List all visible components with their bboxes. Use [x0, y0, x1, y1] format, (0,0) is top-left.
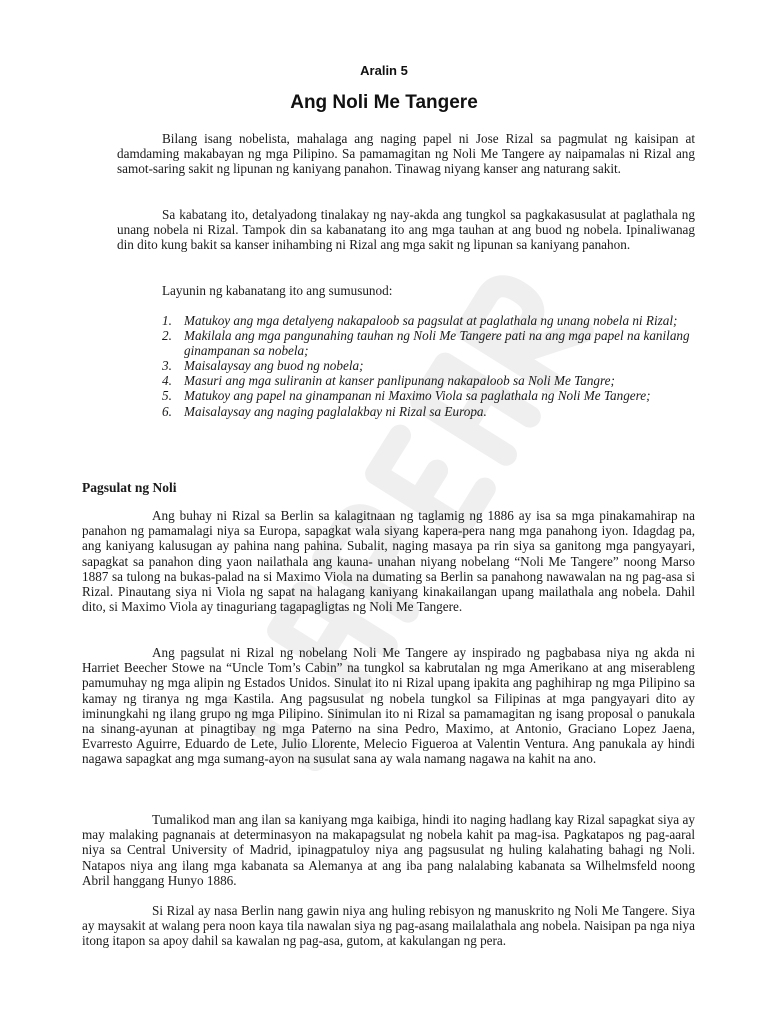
section-heading: Pagsulat ng Noli — [82, 480, 177, 495]
objective-text: Maisalaysay ang buod ng nobela; — [184, 358, 364, 374]
objective-number: 6. — [162, 403, 172, 419]
lesson-label: Aralin 5 — [360, 63, 408, 78]
objective-text: Matukoy ang papel na ginampanan ni Maximo Viola sa paglathala ng Noli Me Tangere; — [184, 388, 651, 404]
intro-paragraph: Sa kabatang ito, detalyadong tinalakay ng nay-akda ang tungkol sa pagkakasusulat at paglathala ng unang nobela ni Rizal. Tampok din sa kabanatang ito ang mga tauhan at ang buod ng nobela. Ipinaliwanag din dito kung bakit sa kanser inihambing ni Rizal ang mga sakit ng lipunan sa kaniyang panahon. — [117, 207, 695, 253]
objective-item — [162, 388, 697, 403]
objective-text: Makilala ang mga pangunahing tauhan ng Noli Me Tangere pati na ang mga papel na kanilang ginampanan sa nobela; — [184, 328, 690, 359]
objective-item — [162, 358, 697, 373]
section-paragraph: Ang pagsulat ni Rizal ng nobelang Noli Me Tangere ay inspirado ng pagbabasa niya ng akda ni Harriet Beecher Stowe na “Uncle Tom’s Cabin” na tungkol sa kabrutalan ng mga Amerikano at ang miserableng pamumuhay ng mga alipin ng Estados Unidos. Sinulat ito ni Rizal upang ipakita ang paghihirap ng mga Pilipino sa kamay ng tiranya ng mga Kastila. Ang pagsusulat ng nobela tungkol sa Filipinas at mga pangyayari dito ay iminungkahi ng ilang grupo ng mga Pilipino. Sinimulan ito ni Rizal sa pamamagitan ng isang proposal o panukala na sinang-ayunan at pinagtibay ng mga Paterno na sina Pedro, Maximo, at Antonio, Graciano Lopez Jaena, Evarresto Aguirre, Eduardo de Lete, Julio Llorente, Melecio Figueroa at Valentin Ventura. Ang panukala ay hindi nagawa sapagkat ang mga sumang-ayon na susulat sana ay wala namang nagawa na kahit na ano. — [82, 645, 695, 767]
objective-number: 3. — [162, 358, 172, 374]
section-paragraph: Si Rizal ay nasa Berlin nang gawin niya ang huling rebisyon ng manuskrito ng Noli Me Tangere. Siya ay maysakit at walang pera noon kaya tila nawalan siya ng pag-asang mailalathala ang nobela. Naisipan pa nga niya itong itapon sa apoy dahil sa kawalan ng pag-asa, gutom, at kakulangan ng pera. — [82, 903, 695, 949]
objective-number: 2. — [162, 328, 172, 344]
objective-text: Masuri ang mga suliranin at kanser panlipunang nakapaloob sa Noli Me Tangre; — [184, 373, 615, 389]
section-paragraph: Ang buhay ni Rizal sa Berlin sa kalagitnaan ng taglamig ng 1886 ay isa sa mga pinakamahirap na panahon ng pamamalagi niya sa Europa, sapagkat wala siyang kapera-pera nang mga panahong iyon. Idagdag pa, ang kaniyang kalusugan ay pahina nang pahina. Subalit, naging masaya pa rin siya sa ganitong mga pangyayari, sapagkat sa panahon ding yaon nailathala ang kauna- unahan niyang nobelang “Noli Me Tangere” noong Marso 1887 sa tulong na bukas-palad na si Maximo Viola na dumating sa Berlin sa panahong nawawalan na ng pag-asa si Rizal. Pinautang siya ni Viola ng sapat na halagang kaniyang kinakailangan upang mailathala ang nobela. Dahil dito, si Maximo Viola ay tinaguriang tagapagligtas ng Noli Me Tangere. — [82, 508, 695, 615]
page-title: Ang Noli Me Tangere — [290, 92, 478, 113]
objective-number: 5. — [162, 388, 172, 404]
objective-item — [162, 313, 697, 328]
objectives-list — [162, 313, 697, 419]
objective-item — [162, 404, 697, 419]
section-paragraph: Tumalikod man ang ilan sa kaniyang mga kaibiga, hindi ito naging hadlang kay Rizal sapagkat siya ay may malaking pagnanais at determinasyon na makapagsulat ng nobela kahit pa mag-isa. Pagkatapos ng pag-aaral niya sa Central University of Madrid, ipinagpatuloy niya ang pagsusulat ng huling kalahating bahagi ng Noli. Natapos niya ang ilang mga kabanata sa Alemanya at ang iba pang nalalabing kabanata sa Wilhelmsfeld noong Abril hanggang Hunyo 1886. — [82, 812, 695, 888]
objective-item — [162, 373, 697, 388]
intro-paragraph: Bilang isang nobelista, mahalaga ang naging papel ni Jose Rizal sa pagmulat ng kaisipan at damdaming makabayan ng mga Pilipino. Sa pamamagitan ng Noli Me Tangere ay naipamalas ni Rizal ang samot-saring sakit ng lipunan ng kaniyang panahon. Tinawag niyang kanser ang naturang sakit. — [117, 131, 695, 177]
objective-text: Matukoy ang mga detalyeng nakapaloob sa pagsulat at paglathala ng unang nobela ni Rizal; — [184, 313, 678, 328]
objective-number: 1. — [162, 313, 172, 328]
objectives-intro: Layunin ng kabanatang ito ang sumusunod: — [162, 283, 393, 298]
objective-item — [162, 328, 697, 358]
objective-number: 4. — [162, 373, 172, 389]
objective-text: Maisalaysay ang naging paglalakbay ni Rizal sa Europa. — [184, 403, 487, 419]
